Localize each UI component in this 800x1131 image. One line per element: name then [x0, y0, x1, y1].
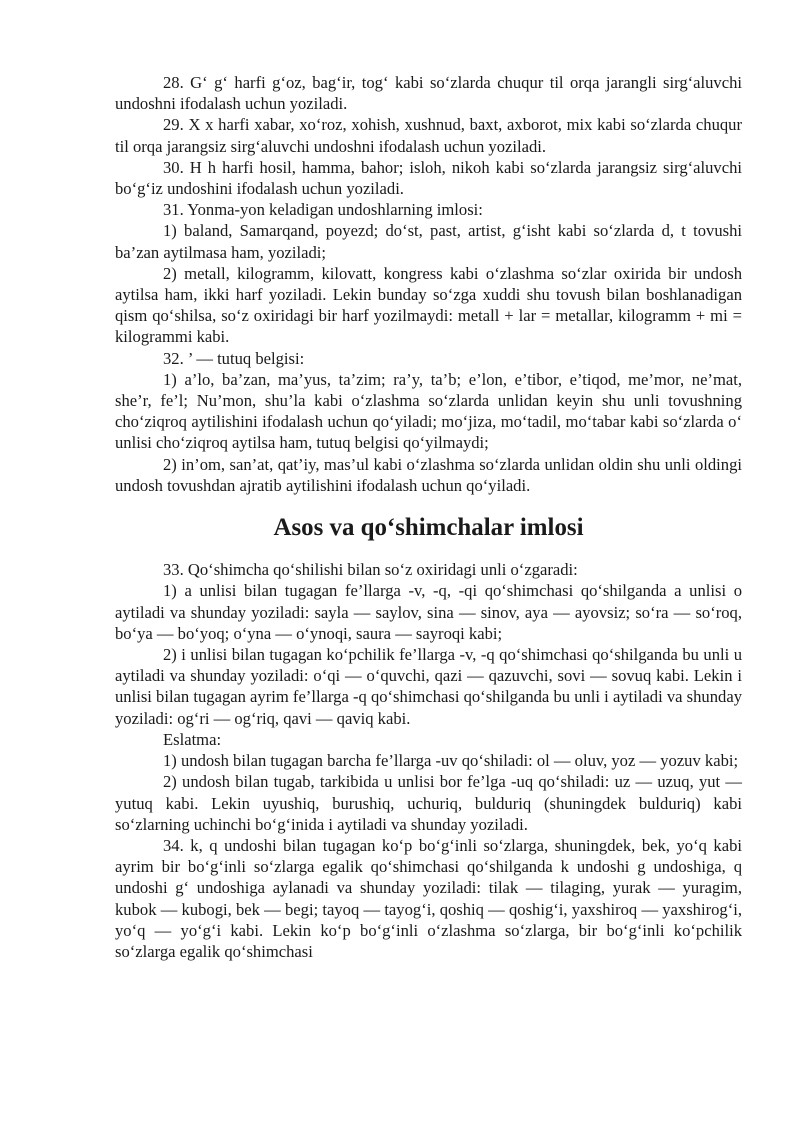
paragraph-33: 33. Qo‘shimcha qo‘shilishi bilan so‘z oxiridagi unli o‘zgaradi: [163, 560, 578, 580]
paragraph-33-item-2: 2) i unlisi bilan tugagan ko‘pchilik fe’llarga -v, -q qo‘shimchasi qo‘shilganda bu unli u aytiladi va shunday yoziladi: o‘qi — o‘quvchi, qazi — qazuvchi, sovi — sovuq kabi. Lekin i unlisi bilan tugagan ayrim fe’llarga -q qo‘shimchasi qo‘shilganda bu unli i aytiladi va shunday yoziladi: og‘ri — og‘riq, qavi — qaviq kabi. [115, 645, 742, 728]
note-item-1: 1) undosh bilan tugagan barcha fe’llarga -uv qo‘shiladi: ol — oluv, yoz — yozuv kabi; [163, 751, 739, 771]
paragraph-30: 30. H h harfi hosil, hamma, bahor; isloh, nikoh kabi so‘zlarda jarangsiz sirg‘aluvchi bo‘g‘iz undoshini ifodalash uchun yoziladi. [115, 157, 742, 199]
paragraph-33-item-1: 1) a unlisi bilan tugagan fe’llarga -v, -q, -qi qo‘shimchasi qo‘shilganda a unlisi o aytiladi va shunday yoziladi: sayla — saylov, sina — sinov, aya — ayovsiz; so‘ra — so‘roq, bo‘ya — bo‘yoq; o‘yna — o‘ynoqi, saura — sayroqi kabi; [115, 581, 742, 643]
paragraph-28: 28. G‘ g‘ harfi g‘oz, bag‘ir, tog‘ kabi so‘zlarda chuqur til orqa jarangli sirg‘aluvchi undoshni ifodalash uchun yoziladi. [115, 73, 742, 114]
document-page [115, 72, 742, 962]
paragraph-32: 32. ’ — tutuq belgisi: [163, 348, 305, 368]
paragraph-32-item-2: 2) in’om, san’at, qat’iy, mas’ul kabi o‘zlashma so‘zlarda unlidan oldin shu unli oldingi undosh tovushdan ajratib aytilishini ifodalash uchun qo‘yiladi. [115, 454, 742, 495]
paragraph-29: 29. X x harfi xabar, xo‘roz, xohish, xushnud, baxt, axborot, mix kabi so‘zlarda chuqur til orqa jarangsiz sirg‘aluvchi undoshni ifodalash uchun yoziladi. [115, 115, 742, 156]
note-item-2: 2) undosh bilan tugab, tarkibida u unlisi bor fe’lga -uq qo‘shiladi: uz — uzuq, yut — yutuq kabi. Lekin uyushiq, burushiq, uchuriq, bulduriq (shuningdek bulduriq) kabi so‘zlarning uchinchi bo‘g‘inida i aytiladi va shunday yoziladi. [115, 772, 742, 834]
paragraph-31-item-2: 2) metall, kilogramm, kilovatt, kongress kabi o‘zlashma so‘zlar oxirida bir undosh aytilsa ham, ikki harf yoziladi. Lekin bunday so‘zga xuddi shu tovush bilan boshlanadigan qism qo‘shilsa, so‘z oxiridagi bir harf yozilmaydi: metall + lar = metallar, kilogramm + mi = kilogrammi kabi. [115, 263, 742, 347]
section-heading: Asos va qo‘shimchalar imlosi [273, 514, 584, 542]
paragraph-31: 31. Yonma-yon keladigan undoshlarning imlosi: [163, 200, 483, 220]
note-label: Eslatma: [163, 729, 222, 749]
paragraph-31-item-1: 1) baland, Samarqand, poyezd; do‘st, past, artist, g‘isht kabi so‘zlarda d, t tovushi ba’zan aytilmasa ham, yoziladi; [115, 221, 742, 262]
paragraph-32-item-1: 1) a’lo, ba’zan, ma’yus, ta’zim; ra’y, ta’b; e’lon, e’tibor, e’tiqod, me’mor, ne’mat, she’r, fe’l; Nu’mon, shu’la kabi o‘zlashma so‘zlarda unlidan keyin shu unli tovushning cho‘ziqroq aytilishini ifodalash uchun qo‘yiladi; mo‘jiza, mo‘tadil, mo‘tabar kabi so‘zlarda o‘ unlisi cho‘ziqroq aytilsa ham, tutuq belgisi qo‘yilmaydi; [115, 369, 742, 453]
paragraph-34: 34. k, q undoshi bilan tugagan ko‘p bo‘g‘inli so‘zlarga, shuningdek, bek, yo‘q kabi ayrim bir bo‘g‘inli so‘zlarga egalik qo‘shimchasi qo‘shilganda k undoshi g undoshiga, q undoshi g‘ undoshiga aylanadi va shunday yoziladi: tilak — tilaging, yurak — yuragim, kubok — kubogi, bek — begi; tayoq — tayog‘i, qoshiq — qoshig‘i, yaxshiroq — yaxshirog‘i, yo‘q — yo‘g‘i kabi. Lekin ko‘p bo‘g‘inli o‘zlashma so‘zlarga, bir bo‘g‘inli ko‘pchilik so‘zlarga egalik qo‘shimchasi [115, 835, 742, 961]
